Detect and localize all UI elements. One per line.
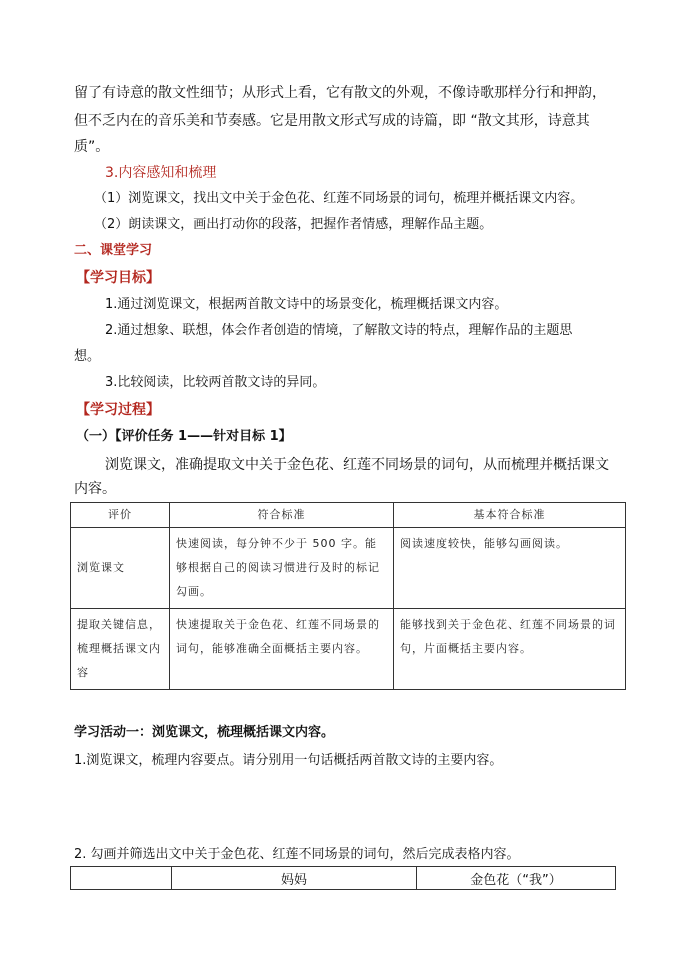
rubric-row1-basic: 阅读速度较快，能够勾画阅读。 bbox=[394, 528, 626, 609]
part2-heading: 二、课堂学习 bbox=[74, 243, 153, 258]
intro-line-3: 质”。 bbox=[74, 139, 110, 155]
goal-1: 1.通过浏览课文，根据两首散文诗中的场景变化，梳理概括课文内容。 bbox=[105, 297, 508, 312]
task-heading: （一）【评价任务 1——针对目标 1】 bbox=[76, 429, 292, 444]
scene-table-header-flower: 金色花（“我”） bbox=[417, 867, 616, 890]
scene-table bbox=[70, 866, 616, 890]
rubric-row1-full: 快速阅读，每分钟不少于 500 字。能够根据自己的阅读习惯进行及时的标记勾画。 bbox=[170, 528, 394, 609]
section3-heading: 3.内容感知和梳理 bbox=[105, 165, 217, 181]
rubric-row2-label: 提取关键信息，梳理概括课文内容 bbox=[71, 609, 170, 690]
rubric-row1-label: 浏览课文 bbox=[71, 528, 170, 609]
process-heading: 【学习过程】 bbox=[76, 402, 160, 418]
rubric-row2-basic: 能够找到关于金色花、红莲不同场景的词句，片面概括主要内容。 bbox=[394, 609, 626, 690]
goals-heading: 【学习目标】 bbox=[76, 270, 160, 286]
rubric-header-basic: 基本符合标准 bbox=[394, 503, 626, 528]
goal-3: 3.比较阅读，比较两首散文诗的异同。 bbox=[105, 375, 326, 390]
rubric-header-row bbox=[71, 503, 626, 528]
scene-table-header-mother: 妈妈 bbox=[172, 867, 417, 890]
table-row bbox=[71, 609, 626, 690]
goal-2-line1: 2.通过想象、联想，体会作者创造的情境，了解散文诗的特点，理解作品的主题思 bbox=[105, 323, 573, 338]
goal-2-line2: 想。 bbox=[74, 349, 101, 364]
intro-line-2: 但不乏内在的音乐美和节奏感。它是用散文形式写成的诗篇，即 “散文其形，诗意其 bbox=[74, 113, 590, 129]
task-line-2: 内容。 bbox=[74, 481, 116, 497]
table-row bbox=[71, 867, 616, 890]
activity-heading: 学习活动一：浏览课文，梳理概括课文内容。 bbox=[74, 725, 335, 740]
intro-line-1: 留了有诗意的散文性细节；从形式上看，它有散文的外观，不像诗歌那样分行和押韵， bbox=[74, 85, 606, 101]
rubric-row2-full: 快速提取关于金色花、红莲不同场景的词句，能够准确全面概括主要内容。 bbox=[170, 609, 394, 690]
task-line-1: 浏览课文，准确提取文中关于金色花、红莲不同场景的词句，从而梳理并概括课文 bbox=[105, 457, 609, 473]
activity-step-2: 2. 勾画并筛选出文中关于金色花、红莲不同场景的词句，然后完成表格内容。 bbox=[74, 847, 520, 862]
table-row bbox=[71, 528, 626, 609]
rubric-table bbox=[70, 502, 626, 690]
section3-item2: （2）朗读课文，画出打动你的段落，把握作者情感，理解作品主题。 bbox=[94, 217, 493, 232]
activity-step-1: 1.浏览课文，梳理内容要点。请分别用一句话概括两首散文诗的主要内容。 bbox=[74, 753, 503, 768]
rubric-header-eval: 评价 bbox=[71, 503, 170, 528]
rubric-header-full: 符合标准 bbox=[170, 503, 394, 528]
scene-table-header-empty bbox=[71, 867, 172, 890]
section3-item1: （1）浏览课文，找出文中关于金色花、红莲不同场景的词句，梳理并概括课文内容。 bbox=[94, 191, 584, 206]
